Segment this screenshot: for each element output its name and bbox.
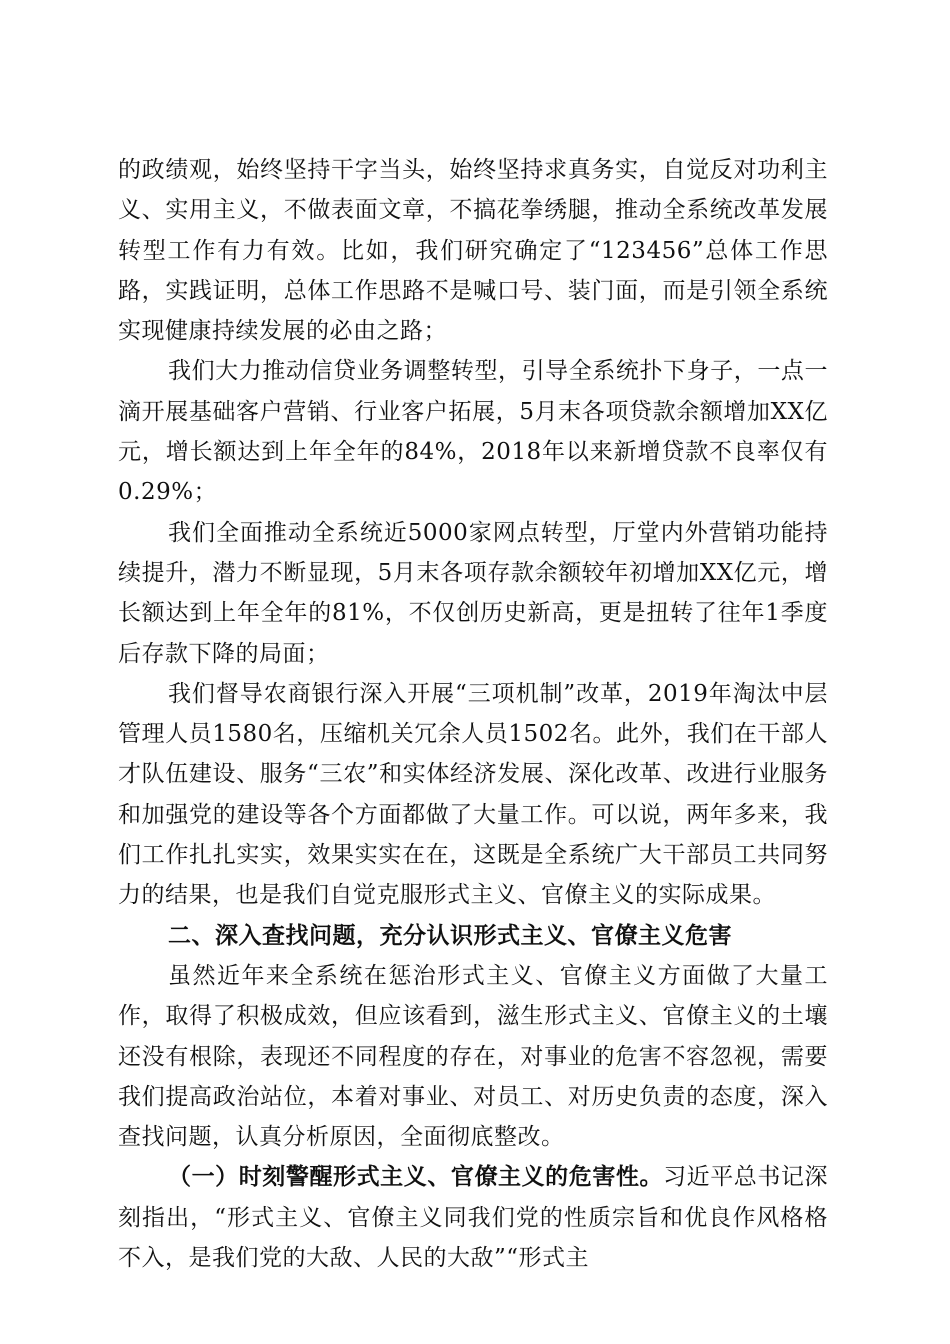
paragraph-subsection [118,1157,828,1278]
section-heading: 二、深入查找问题，充分认识形式主义、官僚主义危害 [168,922,732,949]
paragraph-continued: 的政绩观，始终坚持干字当头，始终坚持求真务实，自觉反对功利主义、实用主义，不做表面文章，不搞花拳绣腿，推动全系统改革发展转型工作有力有效。比如，我们研究确定了“123456”总体工作思路，实践证明，总体工作思路不是喊口号、装门面，而是引领全系统实现健康持续发展的必由之路； [118,157,828,345]
paragraph-outlet-transformation: 我们全面推动全系统近5000家网点转型，厅堂内外营销功能持续提升，潜力不断显现，5月末各项存款余额较年初增加XX亿元，增长额达到上年全年的81%，不仅创历史新高，更是扭转了往年1季度后存款下降的局面； [118,519,828,667]
paragraph-section-intro: 虽然近年来全系统在惩治形式主义、官僚主义方面做了大量工作，取得了积极成效，但应该看到，滋生形式主义、官僚主义的土壤还没有根除，表现还不同程度的存在，对事业的危害不容忽视，需要我们提高政治站位，本着对事业、对员工、对历史负责的态度，深入查找问题，认真分析原因，全面彻底整改。 [118,962,828,1151]
document-body [118,150,828,1278]
subsection-title: （一）时刻警醒形式主义、官僚主义的危害性。 [168,1163,664,1191]
paragraph-three-mechanisms: 我们督导农商银行深入开展“三项机制”改革，2019年淘汰中层管理人员1580名，压缩机关冗余人员1502名。此外，我们在干部人才队伍建设、服务“三农”和实体经济发展、深化改革、改进行业服务和加强党的建设等各个方面都做了大量工作。可以说，两年多来，我们工作扎扎实实，效果实实在在，这既是全系统广大干部员工共同努力的结果，也是我们自觉克服形式主义、官僚主义的实际成果。 [118,680,828,909]
subsection-text: 习近平总书记深刻指出，“形式主义、官僚主义同我们党的性质宗旨和优良作风格格不入，是我们党的大敌、人民的大敌”“形式主 [118,1164,829,1272]
paragraph-credit-business: 我们大力推动信贷业务调整转型，引导全系统扑下身子，一点一滴开展基础客户营销、行业客户拓展，5月末各项贷款余额增加XX亿元，增长额达到上年全年的84%，2018年以来新增贷款不良率仅有0.29%； [118,358,828,506]
